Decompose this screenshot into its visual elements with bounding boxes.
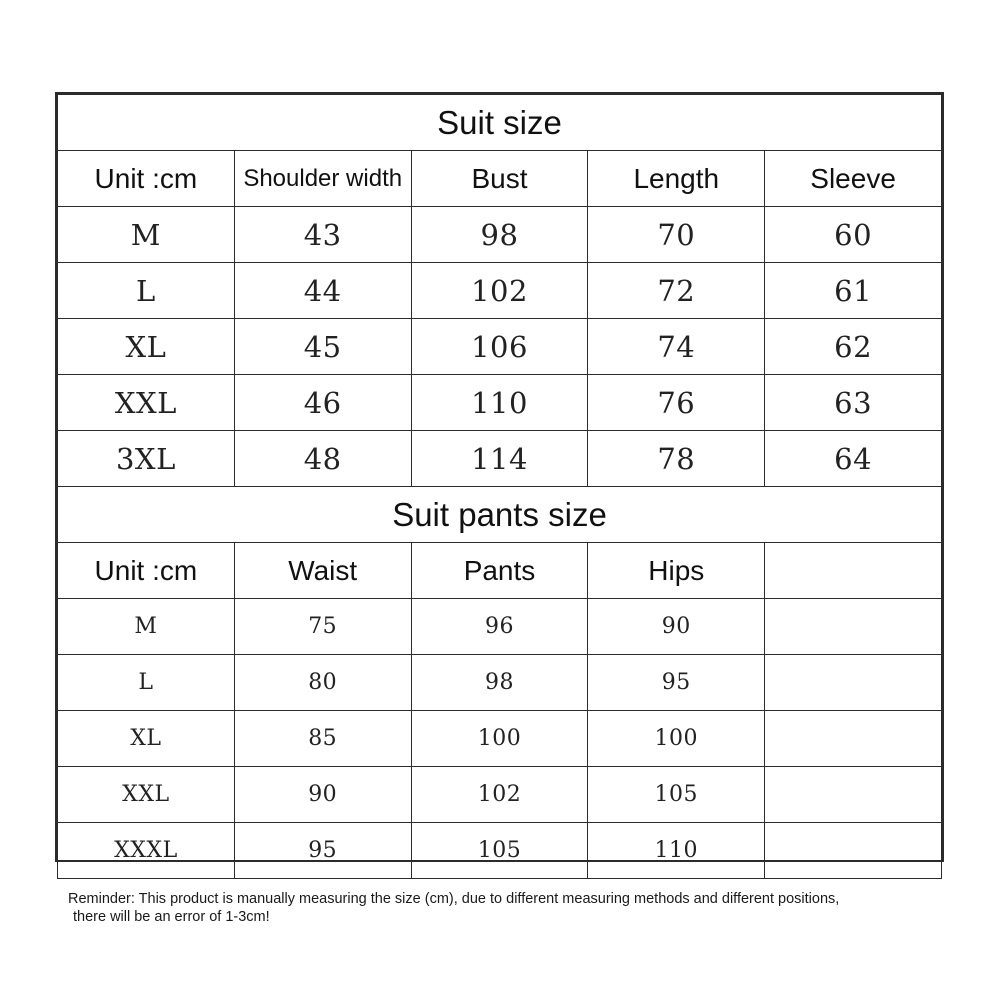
suit-row [58, 207, 942, 263]
pants-header-waist: Waist [234, 543, 411, 599]
suit-length-cell: 76 [588, 375, 765, 431]
suit-sleeve-cell: 63 [765, 375, 942, 431]
pants-size-cell: XXXL [58, 823, 235, 879]
pants-hips-cell: 110 [588, 823, 765, 879]
pants-header-unit: Unit :cm [58, 543, 235, 599]
suit-header-shoulder: Shoulder width [234, 151, 411, 207]
pants-header-pants: Pants [411, 543, 588, 599]
suit-header-row [58, 151, 942, 207]
pants-waist-cell: 95 [234, 823, 411, 879]
pants-empty-cell [765, 823, 942, 879]
suit-row [58, 263, 942, 319]
pants-pants-cell: 98 [411, 655, 588, 711]
reminder-line-1: Reminder: This product is manually measuring the size (cm), due to different measuring methods and different positions, [68, 891, 840, 907]
pants-waist-cell: 80 [234, 655, 411, 711]
pants-hips-cell: 95 [588, 655, 765, 711]
suit-size-cell: 3XL [58, 431, 235, 487]
suit-bust-cell: 106 [411, 319, 588, 375]
pants-title-row [58, 487, 942, 543]
pants-hips-cell: 105 [588, 767, 765, 823]
suit-sleeve-cell: 61 [765, 263, 942, 319]
suit-header-unit: Unit :cm [58, 151, 235, 207]
reminder-note [68, 890, 968, 926]
suit-size-cell: M [58, 207, 235, 263]
suit-header-sleeve: Sleeve [765, 151, 942, 207]
pants-pants-cell: 96 [411, 599, 588, 655]
suit-length-cell: 72 [588, 263, 765, 319]
suit-shoulder-cell: 46 [234, 375, 411, 431]
suit-shoulder-cell: 48 [234, 431, 411, 487]
suit-size-cell: XXL [58, 375, 235, 431]
suit-row [58, 431, 942, 487]
suit-size-cell: XL [58, 319, 235, 375]
suit-row [58, 375, 942, 431]
suit-length-cell: 70 [588, 207, 765, 263]
suit-length-cell: 74 [588, 319, 765, 375]
pants-row [58, 599, 942, 655]
suit-size-cell: L [58, 263, 235, 319]
pants-hips-cell: 100 [588, 711, 765, 767]
pants-empty-cell [765, 599, 942, 655]
suit-row [58, 319, 942, 375]
pants-size-cell: XL [58, 711, 235, 767]
suit-shoulder-cell: 43 [234, 207, 411, 263]
suit-length-cell: 78 [588, 431, 765, 487]
suit-sleeve-cell: 62 [765, 319, 942, 375]
pants-empty-cell [765, 655, 942, 711]
suit-bust-cell: 114 [411, 431, 588, 487]
pants-pants-cell: 105 [411, 823, 588, 879]
pants-size-cell: L [58, 655, 235, 711]
suit-header-bust: Bust [411, 151, 588, 207]
pants-empty-cell [765, 767, 942, 823]
pants-row [58, 711, 942, 767]
pants-header-hips: Hips [588, 543, 765, 599]
pants-pants-cell: 102 [411, 767, 588, 823]
pants-waist-cell: 85 [234, 711, 411, 767]
size-chart [55, 92, 944, 862]
suit-title: Suit size [58, 95, 942, 151]
pants-empty-cell [765, 711, 942, 767]
reminder-line-2: there will be an error of 1-3cm! [73, 909, 270, 925]
suit-bust-cell: 102 [411, 263, 588, 319]
suit-shoulder-cell: 44 [234, 263, 411, 319]
pants-waist-cell: 75 [234, 599, 411, 655]
pants-header-row [58, 543, 942, 599]
suit-sleeve-cell: 64 [765, 431, 942, 487]
pants-row [58, 655, 942, 711]
suit-shoulder-cell: 45 [234, 319, 411, 375]
pants-hips-cell: 90 [588, 599, 765, 655]
pants-row [58, 767, 942, 823]
suit-bust-cell: 98 [411, 207, 588, 263]
suit-bust-cell: 110 [411, 375, 588, 431]
pants-waist-cell: 90 [234, 767, 411, 823]
pants-size-cell: M [58, 599, 235, 655]
suit-sleeve-cell: 60 [765, 207, 942, 263]
pants-pants-cell: 100 [411, 711, 588, 767]
pants-size-cell: XXL [58, 767, 235, 823]
suit-title-row [58, 95, 942, 151]
pants-row [58, 823, 942, 879]
pants-title: Suit pants size [58, 487, 942, 543]
suit-header-length: Length [588, 151, 765, 207]
pants-header-empty [765, 543, 942, 599]
size-table [57, 94, 942, 879]
